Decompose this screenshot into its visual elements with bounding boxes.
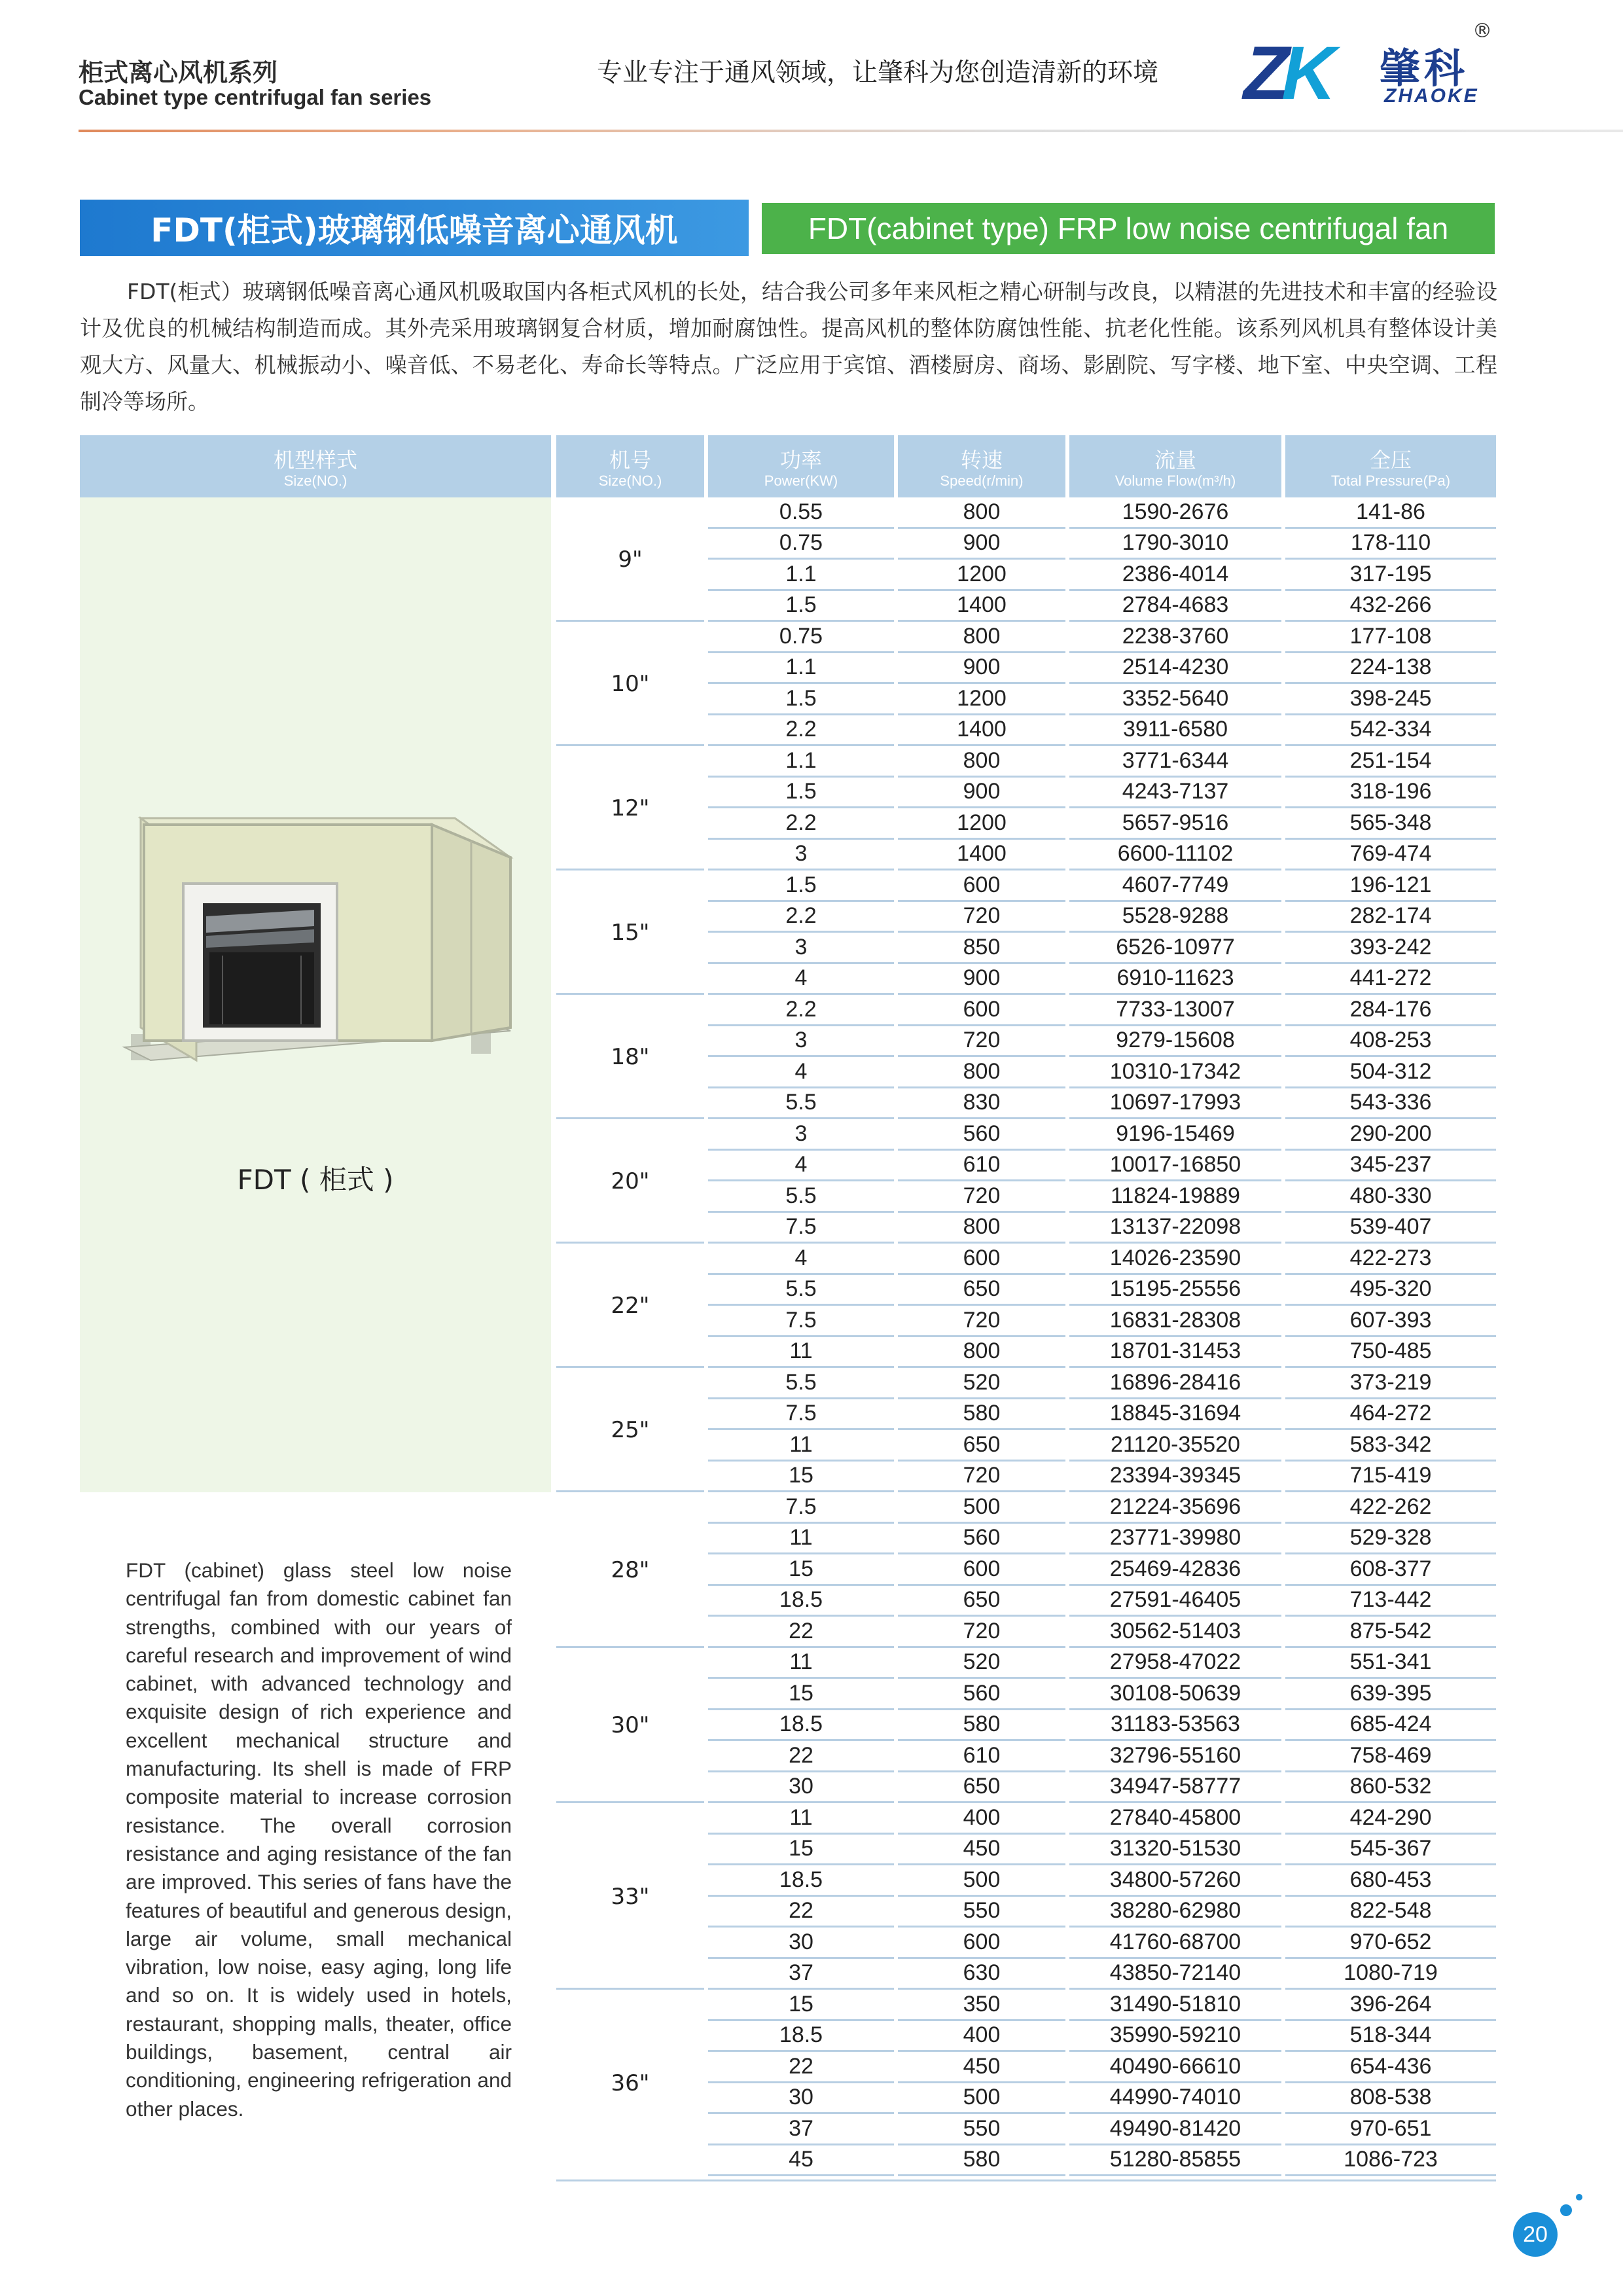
size-cell: 20" — [556, 1119, 704, 1244]
table-cell: 30108-50639 — [1069, 1679, 1281, 1710]
table-cell: 10310-17342 — [1069, 1057, 1281, 1088]
table-cell: 1.5 — [708, 778, 894, 809]
table-cell: 2.2 — [708, 715, 894, 747]
table-cell: 720 — [898, 902, 1065, 933]
table-cell: 610 — [898, 1151, 1065, 1182]
table-cell: 6526-10977 — [1069, 933, 1281, 964]
table-cell: 500 — [898, 1865, 1065, 1897]
table-cell: 2514-4230 — [1069, 653, 1281, 685]
header-size-no — [556, 435, 704, 497]
table-cell: 800 — [898, 1213, 1065, 1244]
header-cn: 功率 — [779, 448, 822, 473]
table-cell: 350 — [898, 1990, 1065, 2021]
table-cell: 2.2 — [708, 808, 894, 840]
table-cell: 1400 — [898, 715, 1065, 747]
table-cell: 178-110 — [1285, 529, 1496, 560]
intro-paragraph: FDT(柜式）玻璃钢低噪音离心通风机吸取国内各柜式风机的长处，结合我公司多年来风柜之精心研制与改良，以精湛的先进技术和丰富的经验设计及优良的机械结构制造而成。其外壳采用玻璃钢复合材质，增加耐腐蚀性。提高风机的整体防腐蚀性能、抗老化性能。该系列风机具有整体设计美观大方、风量大、机械振动小、噪音低、不易老化、寿命长等特点。广泛应用于宾馆、酒楼厨房、商场、影剧院、写字楼、地下室、中央空调、工程制冷等场所。 — [80, 279, 1497, 414]
table-cell: 1400 — [898, 591, 1065, 622]
table-cell: 900 — [898, 778, 1065, 809]
table-cell: 1080-719 — [1285, 1959, 1496, 1990]
table-cell: 38280-62980 — [1069, 1897, 1281, 1928]
table-cell: 15195-25556 — [1069, 1275, 1281, 1306]
table-cell: 18.5 — [708, 1865, 894, 1897]
table-cell: 22 — [708, 1897, 894, 1928]
table-cell: 808-538 — [1285, 2083, 1496, 2115]
logo-en-text: ZHAOKE — [1384, 85, 1479, 107]
table-cell: 639-395 — [1285, 1679, 1496, 1710]
table-cell: 22 — [708, 1617, 894, 1648]
table-cell: 290-200 — [1285, 1119, 1496, 1151]
table-cell: 7.5 — [708, 1306, 894, 1337]
table-cell: 0.55 — [708, 497, 894, 529]
table-cell: 608-377 — [1285, 1554, 1496, 1586]
table-cell: 1086-723 — [1285, 2145, 1496, 2177]
header-volume-flow — [1069, 435, 1281, 497]
table-cell: 550 — [898, 1897, 1065, 1928]
table-cell: 1.1 — [708, 560, 894, 591]
table-cell: 1200 — [898, 684, 1065, 715]
table-cell: 0.75 — [708, 622, 894, 653]
table-cell: 630 — [898, 1959, 1065, 1990]
table-cell: 30 — [708, 1928, 894, 1959]
table-cell: 424-290 — [1285, 1803, 1496, 1835]
table-cell: 18701-31453 — [1069, 1337, 1281, 1369]
table-cell: 18.5 — [708, 1710, 894, 1742]
header-model-style — [80, 435, 551, 497]
table-cell: 529-328 — [1285, 1524, 1496, 1555]
table-cell: 284-176 — [1285, 995, 1496, 1026]
table-cell: 450 — [898, 2052, 1065, 2083]
table-cell: 4 — [708, 1151, 894, 1182]
table-cell: 1.5 — [708, 591, 894, 622]
table-cell: 2.2 — [708, 995, 894, 1026]
table-cell: 177-108 — [1285, 622, 1496, 653]
table-cell: 715-419 — [1285, 1462, 1496, 1493]
table-cell: 43850-72140 — [1069, 1959, 1281, 1990]
table-cell: 720 — [898, 1462, 1065, 1493]
table-cell: 545-367 — [1285, 1835, 1496, 1866]
table-cell: 720 — [898, 1181, 1065, 1213]
table-cell: 1200 — [898, 808, 1065, 840]
table-cell: 34947-58777 — [1069, 1772, 1281, 1804]
table-cell: 600 — [898, 870, 1065, 902]
table-cell: 4243-7137 — [1069, 778, 1281, 809]
table-cell: 5.5 — [708, 1181, 894, 1213]
table-cell: 16831-28308 — [1069, 1306, 1281, 1337]
table-cell: 504-312 — [1285, 1057, 1496, 1088]
table-cell: 16896-28416 — [1069, 1368, 1281, 1399]
table-cell: 769-474 — [1285, 840, 1496, 871]
table-cell: 15 — [708, 1835, 894, 1866]
table-cell: 4 — [708, 964, 894, 996]
series-title-en: Cabinet type centrifugal fan series — [79, 85, 432, 109]
size-cell: 36" — [556, 1990, 704, 2176]
table-cell: 14026-23590 — [1069, 1244, 1281, 1275]
table-cell: 580 — [898, 2145, 1065, 2177]
table-cell: 0.75 — [708, 529, 894, 560]
size-cell: 25" — [556, 1368, 704, 1492]
table-cell: 1.1 — [708, 746, 894, 778]
table-cell: 800 — [898, 1337, 1065, 1369]
table-cell: 34800-57260 — [1069, 1865, 1281, 1897]
table-cell: 970-652 — [1285, 1928, 1496, 1959]
table-cell: 393-242 — [1285, 933, 1496, 964]
table-cell: 10697-17993 — [1069, 1088, 1281, 1120]
table-cell: 396-264 — [1285, 1990, 1496, 2021]
table-cell: 18.5 — [708, 1586, 894, 1617]
header-cn: 机型样式 — [273, 448, 357, 473]
fan-cabinet-image — [118, 812, 524, 1086]
size-cell: 28" — [556, 1492, 704, 1648]
logo-cn-text: 肇科 — [1380, 45, 1469, 92]
header-cn: 机号 — [609, 448, 651, 473]
table-cell: 21120-35520 — [1069, 1430, 1281, 1462]
table-cell: 495-320 — [1285, 1275, 1496, 1306]
size-cell: 9" — [556, 497, 704, 622]
table-cell: 11824-19889 — [1069, 1181, 1281, 1213]
table-cell: 450 — [898, 1835, 1065, 1866]
table-cell: 650 — [898, 1430, 1065, 1462]
table-cell: 720 — [898, 1026, 1065, 1058]
table-cell: 22 — [708, 2052, 894, 2083]
table-cell: 441-272 — [1285, 964, 1496, 996]
table-cell: 610 — [898, 1741, 1065, 1772]
series-title-cn: 柜式离心风机系列 — [79, 58, 278, 87]
table-cell: 680-453 — [1285, 1865, 1496, 1897]
table-cell: 45 — [708, 2145, 894, 2177]
table-cell: 560 — [898, 1119, 1065, 1151]
table-cell: 2.2 — [708, 902, 894, 933]
table-cell: 800 — [898, 1057, 1065, 1088]
table-cell: 11 — [708, 1337, 894, 1369]
header-en: Volume Flow(m³/h) — [1115, 473, 1236, 489]
table-cell: 518-344 — [1285, 2021, 1496, 2053]
table-cell: 800 — [898, 497, 1065, 529]
table-cell: 51280-85855 — [1069, 2145, 1281, 2177]
table-cell: 27591-46405 — [1069, 1586, 1281, 1617]
table-cell: 30562-51403 — [1069, 1617, 1281, 1648]
table-cell: 15 — [708, 1462, 894, 1493]
table-cell: 41760-68700 — [1069, 1928, 1281, 1959]
table-bottom-line — [556, 2179, 1496, 2181]
table-cell: 18845-31694 — [1069, 1399, 1281, 1431]
table-cell: 713-442 — [1285, 1586, 1496, 1617]
table-cell: 720 — [898, 1617, 1065, 1648]
table-cell: 830 — [898, 1088, 1065, 1120]
header-en: Total Pressure(Pa) — [1330, 473, 1451, 489]
table-cell: 543-336 — [1285, 1088, 1496, 1120]
table-cell: 1.5 — [708, 870, 894, 902]
table-cell: 5657-9516 — [1069, 808, 1281, 840]
table-cell: 1.1 — [708, 653, 894, 685]
registered-icon: ® — [1472, 20, 1492, 43]
size-cell: 33" — [556, 1803, 704, 1990]
table-cell: 44990-74010 — [1069, 2083, 1281, 2115]
table-cell: 551-341 — [1285, 1648, 1496, 1679]
table-cell: 520 — [898, 1648, 1065, 1679]
table-cell: 4 — [708, 1244, 894, 1275]
table-cell: 550 — [898, 2114, 1065, 2145]
table-cell: 11 — [708, 1648, 894, 1679]
size-cell: 22" — [556, 1244, 704, 1368]
table-cell: 7733-13007 — [1069, 995, 1281, 1026]
table-cell: 15 — [708, 1990, 894, 2021]
table-cell: 2784-4683 — [1069, 591, 1281, 622]
table-cell: 500 — [898, 1492, 1065, 1524]
table-cell: 22 — [708, 1741, 894, 1772]
table-cell: 32796-55160 — [1069, 1741, 1281, 1772]
table-cell: 224-138 — [1285, 653, 1496, 685]
table-cell: 600 — [898, 1244, 1065, 1275]
table-cell: 432-266 — [1285, 591, 1496, 622]
table-cell: 9279-15608 — [1069, 1026, 1281, 1058]
header-en: Size(NO.) — [283, 473, 348, 489]
table-cell: 3 — [708, 933, 894, 964]
table-cell: 542-334 — [1285, 715, 1496, 747]
table-cell: 3771-6344 — [1069, 746, 1281, 778]
table-cell: 318-196 — [1285, 778, 1496, 809]
slogan: 专业专注于通风领域，让肇科为您创造清新的环境 — [597, 58, 1159, 88]
table-cell: 400 — [898, 1803, 1065, 1835]
table-cell: 2386-4014 — [1069, 560, 1281, 591]
table-cell: 31183-53563 — [1069, 1710, 1281, 1742]
size-cell: 15" — [556, 870, 704, 995]
table-cell: 560 — [898, 1524, 1065, 1555]
table-cell: 539-407 — [1285, 1213, 1496, 1244]
table-cell: 600 — [898, 995, 1065, 1026]
table-cell: 282-174 — [1285, 902, 1496, 933]
table-cell: 4 — [708, 1057, 894, 1088]
brand-logo — [1243, 20, 1492, 118]
table-cell: 580 — [898, 1399, 1065, 1431]
table-cell: 37 — [708, 2114, 894, 2145]
size-cell: 12" — [556, 746, 704, 870]
header-power — [708, 435, 894, 497]
table-cell: 37 — [708, 1959, 894, 1990]
header-divider — [79, 130, 1623, 132]
table-cell: 654-436 — [1285, 2052, 1496, 2083]
table-cell: 3911-6580 — [1069, 715, 1281, 747]
table-cell: 850 — [898, 933, 1065, 964]
table-cell: 23771-39980 — [1069, 1524, 1281, 1555]
table-cell: 600 — [898, 1554, 1065, 1586]
header-cn: 流量 — [1154, 448, 1196, 473]
size-cell: 10" — [556, 622, 704, 746]
table-cell: 11 — [708, 1524, 894, 1555]
logo-mark: ZK — [1243, 31, 1329, 115]
table-cell: 5.5 — [708, 1088, 894, 1120]
table-cell: 4607-7749 — [1069, 870, 1281, 902]
table-cell: 5.5 — [708, 1275, 894, 1306]
table-cell: 196-121 — [1285, 870, 1496, 902]
table-cell: 11 — [708, 1803, 894, 1835]
table-cell: 15 — [708, 1679, 894, 1710]
table-cell: 650 — [898, 1772, 1065, 1804]
page-number: 20 — [1513, 2212, 1558, 2257]
header-total-pressure — [1285, 435, 1496, 497]
table-cell: 1590-2676 — [1069, 497, 1281, 529]
decor-dot — [1560, 2204, 1572, 2216]
table-cell: 6600-11102 — [1069, 840, 1281, 871]
table-cell: 580 — [898, 1710, 1065, 1742]
table-cell: 800 — [898, 746, 1065, 778]
table-cell: 822-548 — [1285, 1897, 1496, 1928]
table-cell: 25469-42836 — [1069, 1554, 1281, 1586]
table-cell: 565-348 — [1285, 808, 1496, 840]
table-cell: 30 — [708, 2083, 894, 2115]
table-cell: 900 — [898, 653, 1065, 685]
product-title-cn: FDT(柜式)玻璃钢低噪音离心通风机 — [80, 200, 749, 256]
table-cell: 422-262 — [1285, 1492, 1496, 1524]
table-cell: 3 — [708, 1026, 894, 1058]
table-cell: 49490-81420 — [1069, 2114, 1281, 2145]
table-cell: 5.5 — [708, 1368, 894, 1399]
table-cell: 31490-51810 — [1069, 1990, 1281, 2021]
table-cell: 30 — [708, 1772, 894, 1804]
table-cell: 7.5 — [708, 1213, 894, 1244]
table-cell: 750-485 — [1285, 1337, 1496, 1369]
table-cell: 10017-16850 — [1069, 1151, 1281, 1182]
table-cell: 1400 — [898, 840, 1065, 871]
table-cell: 27958-47022 — [1069, 1648, 1281, 1679]
table-cell: 600 — [898, 1928, 1065, 1959]
product-caption: FDT ( 柜式 ) — [237, 1164, 394, 1196]
table-cell: 373-219 — [1285, 1368, 1496, 1399]
header-en: Size(NO.) — [598, 473, 662, 489]
table-cell: 31320-51530 — [1069, 1835, 1281, 1866]
table-cell: 500 — [898, 2083, 1065, 2115]
table-cell: 317-195 — [1285, 560, 1496, 591]
table-cell: 408-253 — [1285, 1026, 1496, 1058]
table-cell: 251-154 — [1285, 746, 1496, 778]
table-cell: 13137-22098 — [1069, 1213, 1281, 1244]
header-cn: 全压 — [1369, 448, 1412, 473]
table-cell: 9196-15469 — [1069, 1119, 1281, 1151]
table-cell: 560 — [898, 1679, 1065, 1710]
table-cell: 345-237 — [1285, 1151, 1496, 1182]
table-cell: 3 — [708, 1119, 894, 1151]
decor-dot — [1576, 2194, 1582, 2200]
table-cell: 23394-39345 — [1069, 1462, 1281, 1493]
table-cell: 3352-5640 — [1069, 684, 1281, 715]
table-cell: 860-532 — [1285, 1772, 1496, 1804]
table-cell: 5528-9288 — [1069, 902, 1281, 933]
size-cell: 30" — [556, 1648, 704, 1804]
table-cell: 650 — [898, 1586, 1065, 1617]
table-cell: 900 — [898, 964, 1065, 996]
table-cell: 11 — [708, 1430, 894, 1462]
table-cell: 2238-3760 — [1069, 622, 1281, 653]
table-cell: 800 — [898, 622, 1065, 653]
table-cell: 685-424 — [1285, 1710, 1496, 1742]
table-cell: 141-86 — [1285, 497, 1496, 529]
table-cell: 758-469 — [1285, 1741, 1496, 1772]
table-cell: 583-342 — [1285, 1430, 1496, 1462]
header-speed — [898, 435, 1065, 497]
table-cell: 720 — [898, 1306, 1065, 1337]
table-cell: 875-542 — [1285, 1617, 1496, 1648]
table-cell: 464-272 — [1285, 1399, 1496, 1431]
table-cell: 900 — [898, 529, 1065, 560]
table-cell: 7.5 — [708, 1492, 894, 1524]
table-cell: 480-330 — [1285, 1181, 1496, 1213]
table-cell: 40490-66610 — [1069, 2052, 1281, 2083]
table-cell: 35990-59210 — [1069, 2021, 1281, 2053]
table-cell: 398-245 — [1285, 684, 1496, 715]
table-cell: 650 — [898, 1275, 1065, 1306]
product-description-en: FDT (cabinet) glass steel low noise centrifugal fan from domestic cabinet fan strengths, combined with our years of careful research and improvement of wind cabinet, with advanced technology and exquisite design of rich experience and excellent mechanical structure and manufacturing. Its shell is made of FRP composite material to increase corrosion resistance. The overall corrosion resistance and aging resistance of the fan are improved. This series of fans have the features of beautiful and generous design, large air volume, small mechanical vibration, low noise, easy aging, long life and so on. It is widely used in hotels, restaurant, shopping malls, theater, office buildings, basement, central air conditioning, engineering refrigeration and other places. — [126, 1558, 512, 2121]
table-cell: 422-273 — [1285, 1244, 1496, 1275]
table-cell: 1.5 — [708, 684, 894, 715]
table-cell: 18.5 — [708, 2021, 894, 2053]
size-cell: 18" — [556, 995, 704, 1119]
header-en: Speed(r/min) — [940, 473, 1024, 489]
table-cell: 15 — [708, 1554, 894, 1586]
table-cell: 400 — [898, 2021, 1065, 2053]
table-cell: 1790-3010 — [1069, 529, 1281, 560]
product-title-en: FDT(cabinet type) FRP low noise centrifugal fan — [762, 203, 1495, 254]
table-cell: 520 — [898, 1368, 1065, 1399]
table-cell: 27840-45800 — [1069, 1803, 1281, 1835]
table-cell: 21224-35696 — [1069, 1492, 1281, 1524]
header-en: Power(KW) — [764, 473, 838, 489]
table-cell: 3 — [708, 840, 894, 871]
table-cell: 607-393 — [1285, 1306, 1496, 1337]
table-cell: 7.5 — [708, 1399, 894, 1431]
table-cell: 970-651 — [1285, 2114, 1496, 2145]
table-cell: 1200 — [898, 560, 1065, 591]
header-cn: 转速 — [960, 448, 1003, 473]
table-cell: 6910-11623 — [1069, 964, 1281, 996]
